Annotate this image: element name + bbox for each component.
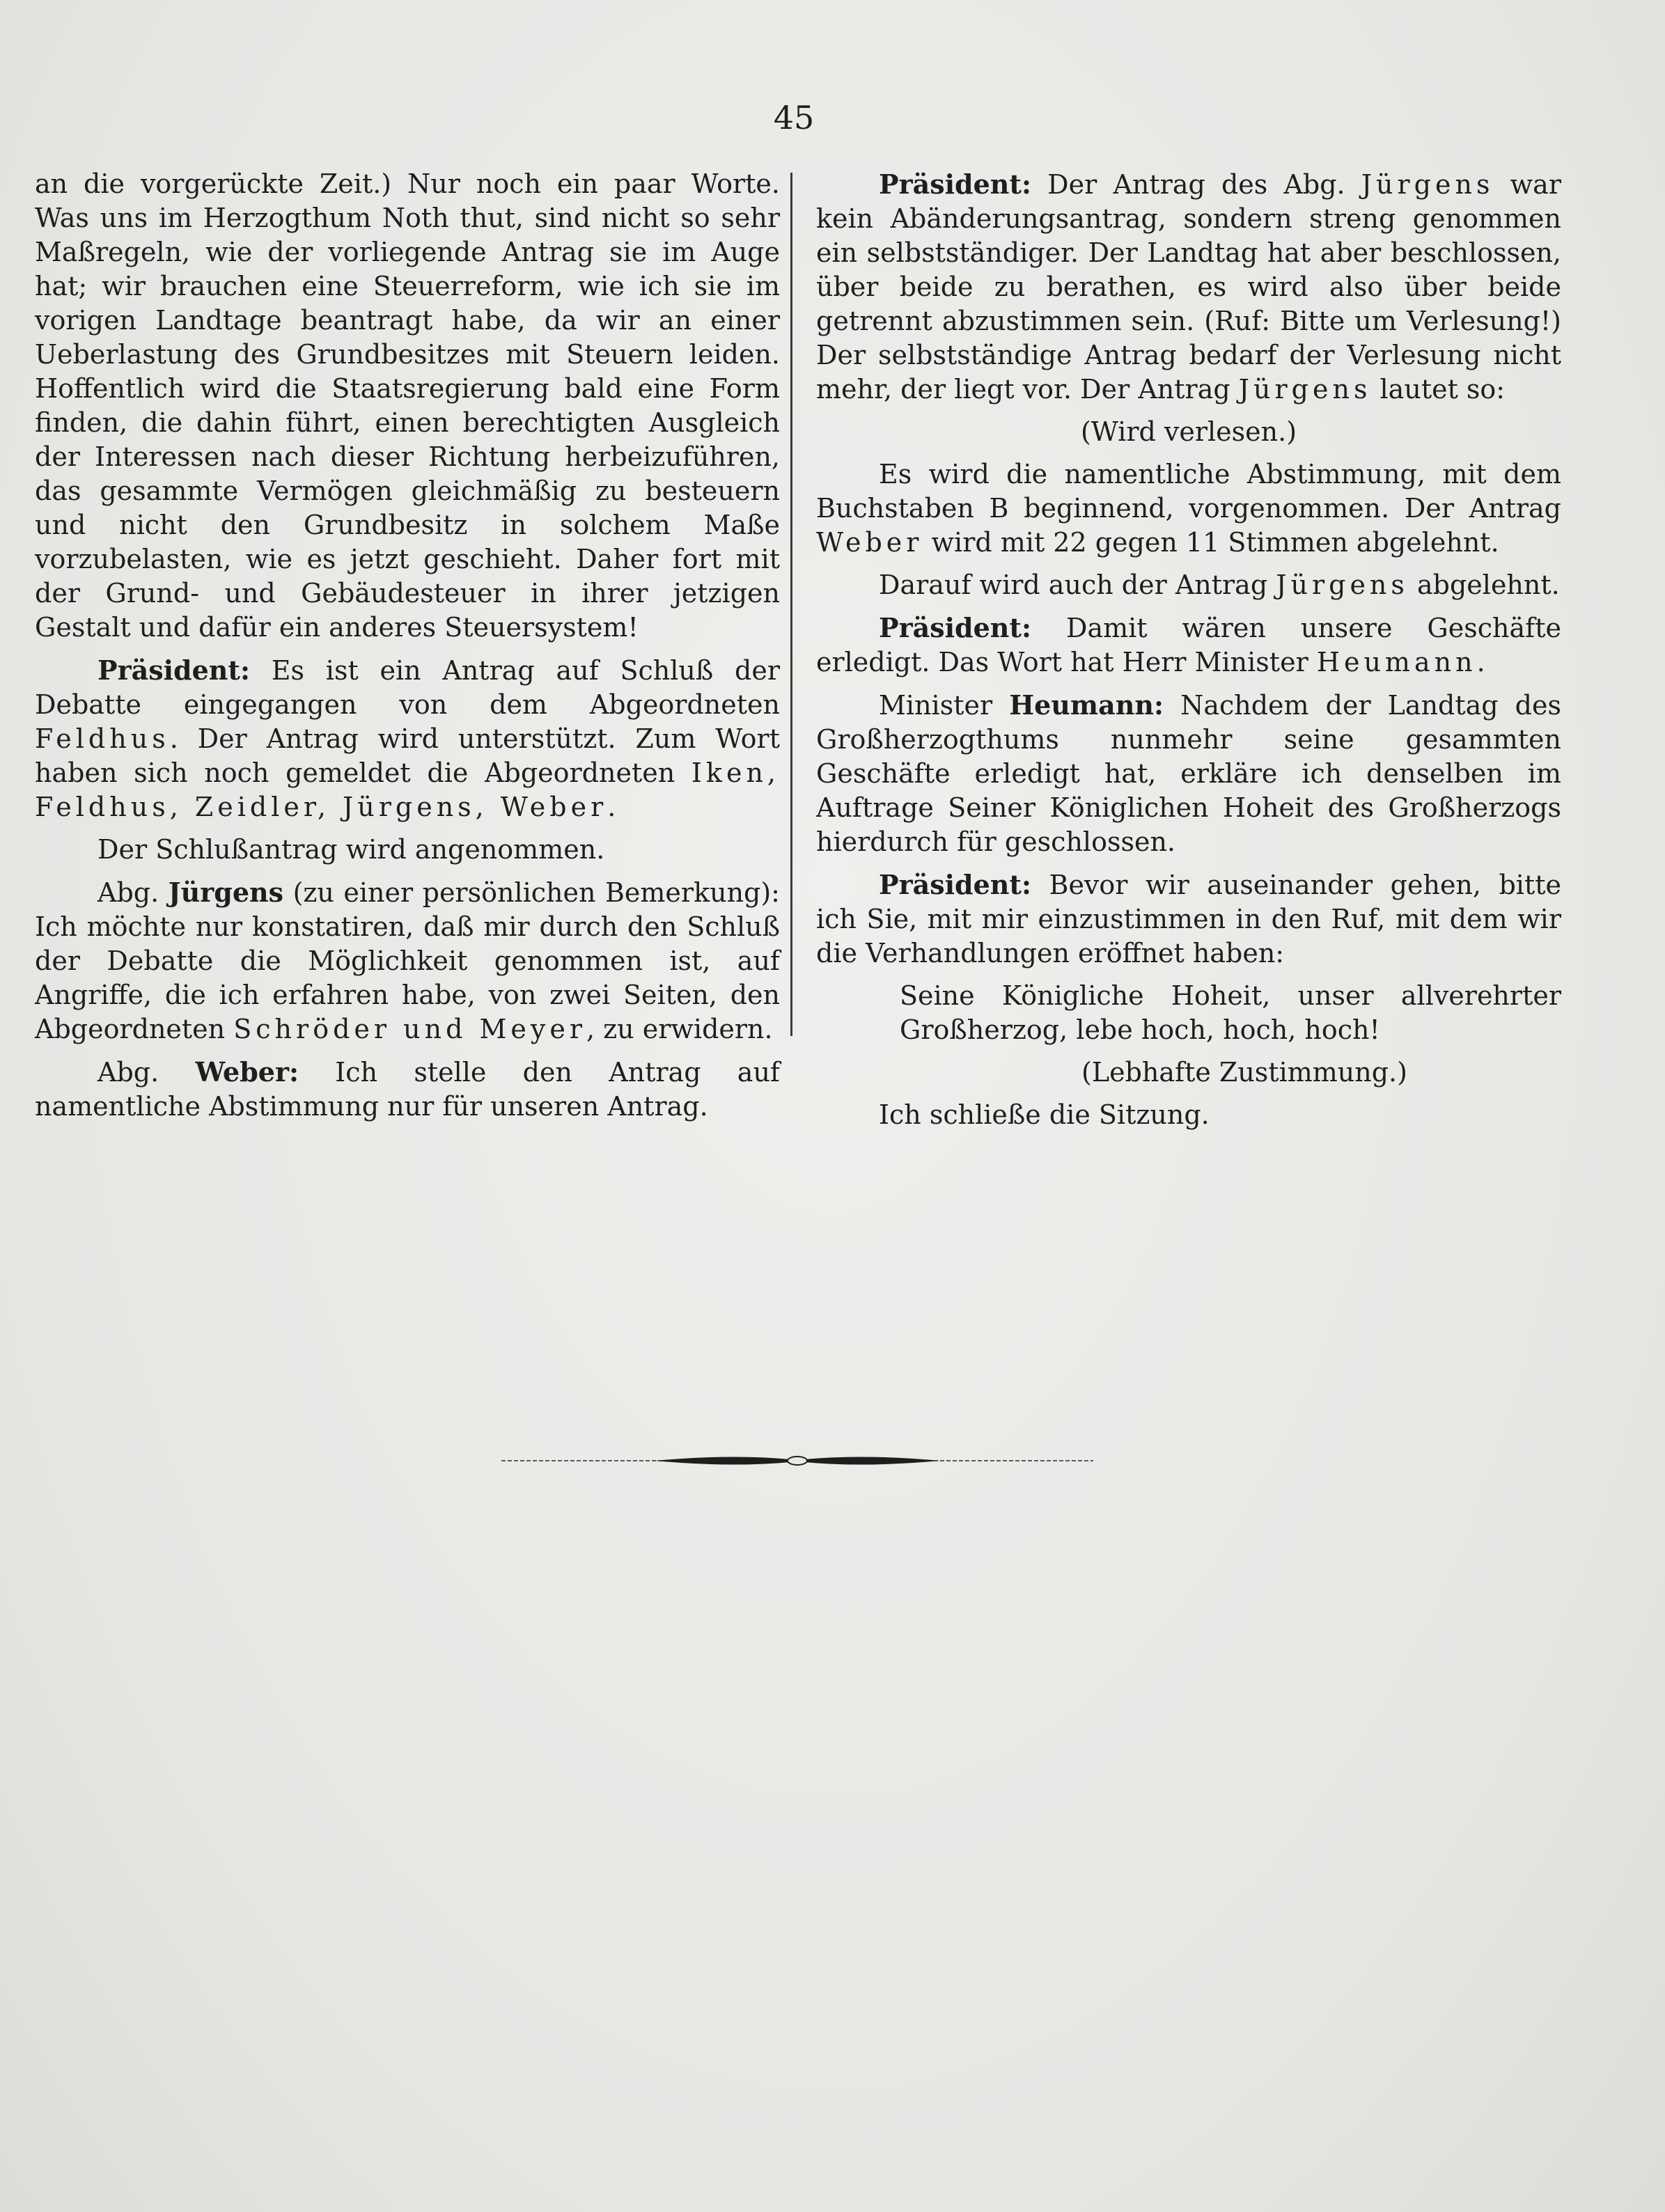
right-column: [816, 167, 1561, 1140]
person-names: Schröder und Meyer: [233, 1014, 586, 1044]
paragraph-text: Ich schließe die Sitzung.: [879, 1099, 1210, 1130]
speaker-name: Jürgens: [168, 877, 284, 908]
paragraph-text: (zu einer persönlichen Bemerkung): Ich möchte nur konstatiren, daß mir durch den Schluß der Debatte die Möglichkeit genommen ist, auf Angriffe, die ich erfahren habe, von zwei Seiten, den Abgeordneten: [35, 877, 780, 1044]
paragraph-text: Abg.: [97, 877, 169, 908]
stage-direction: [816, 1056, 1561, 1090]
paragraph: [816, 457, 1561, 560]
paragraph: [816, 1098, 1561, 1132]
paragraph: [816, 688, 1561, 859]
paragraph: [816, 167, 1561, 407]
stage-direction: [816, 415, 1561, 449]
paragraph-text: , zu erwidern.: [586, 1014, 773, 1044]
paragraph-text: Der Schlußantrag wird angenommen.: [97, 834, 605, 865]
person-name: Heumann: [1316, 647, 1477, 677]
paragraph-text: Seine Königliche Hoheit, unser allverehrter Großherzog, lebe hoch, hoch, hoch!: [900, 980, 1561, 1045]
person-name: Weber: [816, 527, 923, 558]
paragraph: [816, 868, 1561, 971]
end-ornament: [501, 1452, 1093, 1469]
speaker-name: Präsident:: [879, 168, 1032, 200]
person-name: Feldhus: [35, 723, 170, 754]
person-name: Jürgens: [1276, 570, 1409, 600]
page-number: 45: [773, 99, 815, 136]
paragraph: [816, 611, 1561, 680]
person-name: Jürgens: [1238, 374, 1372, 405]
paragraph-text: Abg.: [97, 1057, 196, 1088]
paragraph-text: Ich stelle den Antrag auf namentliche Abstimmung nur für unseren Antrag.: [35, 1057, 780, 1122]
paragraph-text: (Wird verlesen.): [1080, 416, 1297, 447]
paragraph-text: Darauf wird auch der Antrag: [879, 570, 1276, 600]
paragraph-text: .: [1476, 647, 1485, 677]
speaker-name: Präsident:: [879, 612, 1032, 643]
paragraph-text: abgelehnt.: [1408, 570, 1560, 600]
paragraph: [816, 568, 1561, 602]
paragraph-text: Bevor wir auseinander gehen, bitte ich Sie, mit mir einzustimmen in den Ruf, mit dem wir die Verhandlungen eröffnet haben:: [816, 870, 1561, 968]
quoted-cheer: [900, 979, 1561, 1047]
paragraph-text: Es ist ein Antrag auf Schluß der Debatte eingegangen von dem Abgeordneten: [35, 655, 780, 720]
paragraph: [35, 1055, 780, 1124]
person-names: Iken, Feldhus, Zeidler, Jürgens, Weber: [35, 758, 780, 822]
paragraph-text: war kein Abänderungsantrag, sondern streng genommen ein selbstständiger. Der Landtag hat aber beschlossen, über beide zu berathen, es wird also über beide getrennt abzustimmen sein. (Ruf: Bitte um Verlesung!) Der selbstständige Antrag bedarf der Verlesung nicht mehr, der liegt vor. Der Antrag: [816, 169, 1561, 405]
paragraph-text: . Der Antrag wird unterstützt. Zum Wort haben sich noch gemeldet die Abgeordneten: [35, 723, 780, 788]
column-divider: [790, 173, 792, 1036]
paragraph-text: Es wird die namentliche Abstimmung, mit dem Buchstaben B beginnend, vorgenommen. Der Antrag: [816, 459, 1561, 524]
paragraph: [35, 833, 780, 867]
person-name: Jürgens: [1361, 169, 1494, 200]
paragraph-text: lautet so:: [1371, 374, 1506, 405]
paragraph: [35, 167, 780, 645]
speaker-name: Präsident:: [879, 869, 1032, 900]
paragraph-text: (Lebhafte Zustimmung.): [1081, 1057, 1407, 1088]
paragraph: [35, 875, 780, 1046]
paragraph-text: an die vorgerückte Zeit.) Nur noch ein paar Worte. Was uns im Herzogthum Noth thut, sind nicht so sehr Maßregeln, wie der vorliegende Antrag sie im Auge hat; wir brauchen eine Steuerreform, wie ich sie im vorigen Landtage beantragt habe, da wir an einer Ueberlastung des Grundbesitzes mit Steuern leiden. Hoffentlich wird die Staatsregierung bald eine Form finden, die dahin führt, einen berechtigten Ausgleich der Interessen nach dieser Richtung herbeizuführen, das gesammte Vermögen gleichmäßig zu besteuern und nicht den Grundbesitz in solchem Maße vorzubelasten, wie es jetzt geschieht. Daher fort mit der Grund- und Gebäudesteuer in ihrer jetzigen Gestalt und dafür ein anderes Steuersystem!: [35, 168, 780, 643]
paragraph-text: Nachdem der Landtag des Großherzogthums nunmehr seine gesammten Geschäfte erledigt hat, erkläre ich denselben im Auftrage Seiner Königlichen Hoheit des Großherzogs hierdurch für geschlossen.: [816, 690, 1561, 857]
paragraph-text: .: [607, 792, 616, 822]
speaker-name: Heumann:: [1009, 689, 1164, 721]
paragraph-text: wird mit 22 gegen 11 Stimmen abgelehnt.: [923, 527, 1499, 558]
left-column: [35, 167, 780, 1132]
paragraph-text: Damit wären unsere Geschäfte erledigt. Das Wort hat Herr Minister: [816, 613, 1561, 677]
speaker-name: Weber:: [195, 1056, 299, 1088]
paragraph-text: Minister: [879, 690, 1010, 721]
paragraph-text: Der Antrag des Abg.: [1031, 169, 1361, 200]
speaker-name: Präsident:: [97, 654, 251, 686]
paragraph: [35, 653, 780, 824]
